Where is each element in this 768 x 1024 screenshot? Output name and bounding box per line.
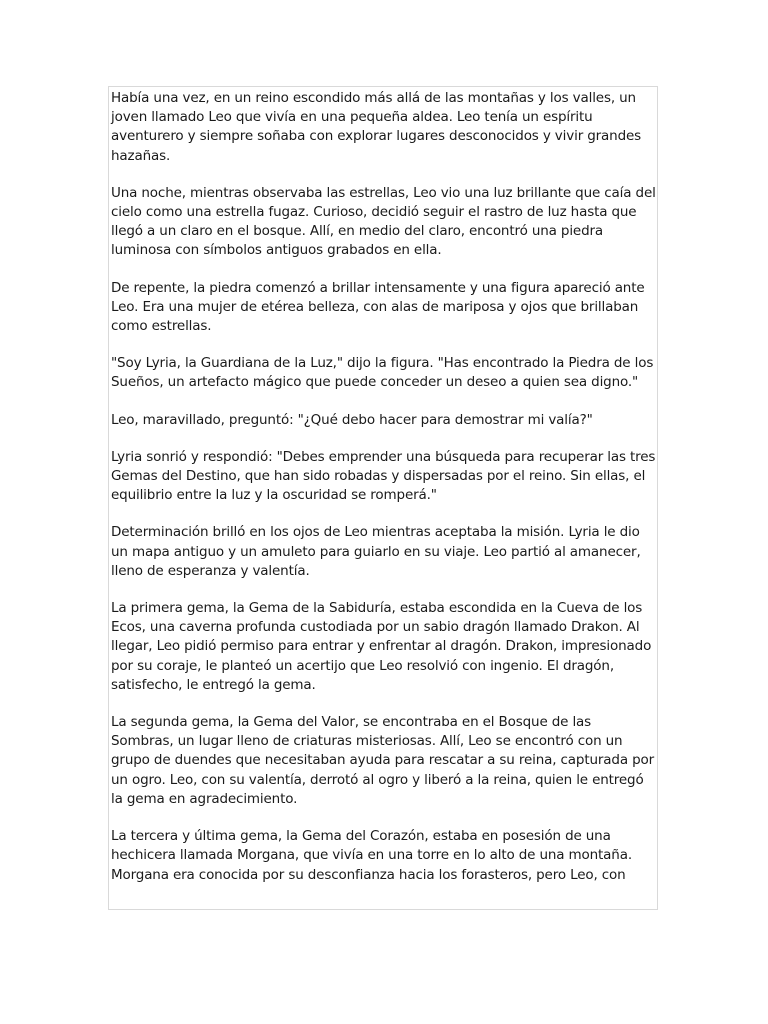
paragraph: La segunda gema, la Gema del Valor, se encontraba en el Bosque de las Sombras, un lugar lleno de criaturas misteriosas. Allí, Leo se encontró con un grupo de duendes que necesitaban ayuda para rescatar a su reina, capturada por un ogro. Leo, con su valentía, derrotó al ogro y liberó a la reina, quien le entregó la gema en agradecimiento. [111, 714, 655, 807]
paragraph: Una noche, mientras observaba las estrellas, Leo vio una luz brillante que caía del cielo como una estrella fugaz. Curioso, decidió seguir el rastro de luz hasta que llegó a un claro en el bosque. Allí, en medio del claro, encontró una piedra luminosa con símbolos antiguos grabados en ella. [111, 184, 656, 259]
paragraph: "Soy Lyria, la Guardiana de la Luz," dijo la figura. "Has encontrado la Piedra de los Sueños, un artefacto mágico que puede conceder un deseo a quien sea digno." [111, 355, 654, 391]
paragraph: Lyria sonrió y respondió: "Debes emprender una búsqueda para recuperar las tres Gemas del Destino, que han sido robadas y dispersadas por el reino. Sin ellas, el equilibrio entre la luz y la oscuridad se romperá." [111, 448, 656, 504]
story-text [109, 87, 658, 885]
paragraph: Leo, maravillado, preguntó: "¿Qué debo hacer para demostrar mi valía?" [111, 411, 593, 428]
paragraph: De repente, la piedra comenzó a brillar intensamente y una figura apareció ante Leo. Era una mujer de etérea belleza, con alas de mariposa y ojos que brillaban como estrellas. [111, 279, 645, 335]
paragraph: Determinación brilló en los ojos de Leo mientras aceptaba la misión. Lyria le dio un mapa antiguo y un amuleto para guiarlo en su viaje. Leo partió al amanecer, lleno de esperanza y valentía. [111, 524, 641, 579]
text-frame [108, 86, 658, 910]
paragraph: La primera gema, la Gema de la Sabiduría, estaba escondida en la Cueva de los Ecos, una caverna profunda custodiada por un sabio dragón llamado Drakon. Al llegar, Leo pidió permiso para entrar y enfrentar al dragón. Drakon, impresionado por su coraje, le planteó un acertijo que Leo resolvió con ingenio. El dragón, satisfecho, le entregó la gema. [111, 600, 652, 693]
paragraph: La tercera y última gema, la Gema del Corazón, estaba en posesión de una hechicera llamada Morgana, que vivía en una torre en lo alto de una montaña. Morgana era conocida por su desconfianza hacia los forasteros, pero Leo, con [111, 828, 632, 883]
paragraph: Había una vez, en un reino escondido más allá de las montañas y los valles, un joven llamado Leo que vivía en una pequeña aldea. Leo tenía un espíritu aventurero y siempre soñaba con explorar lugares desconocidos y vivir grandes hazañas. [111, 90, 642, 164]
